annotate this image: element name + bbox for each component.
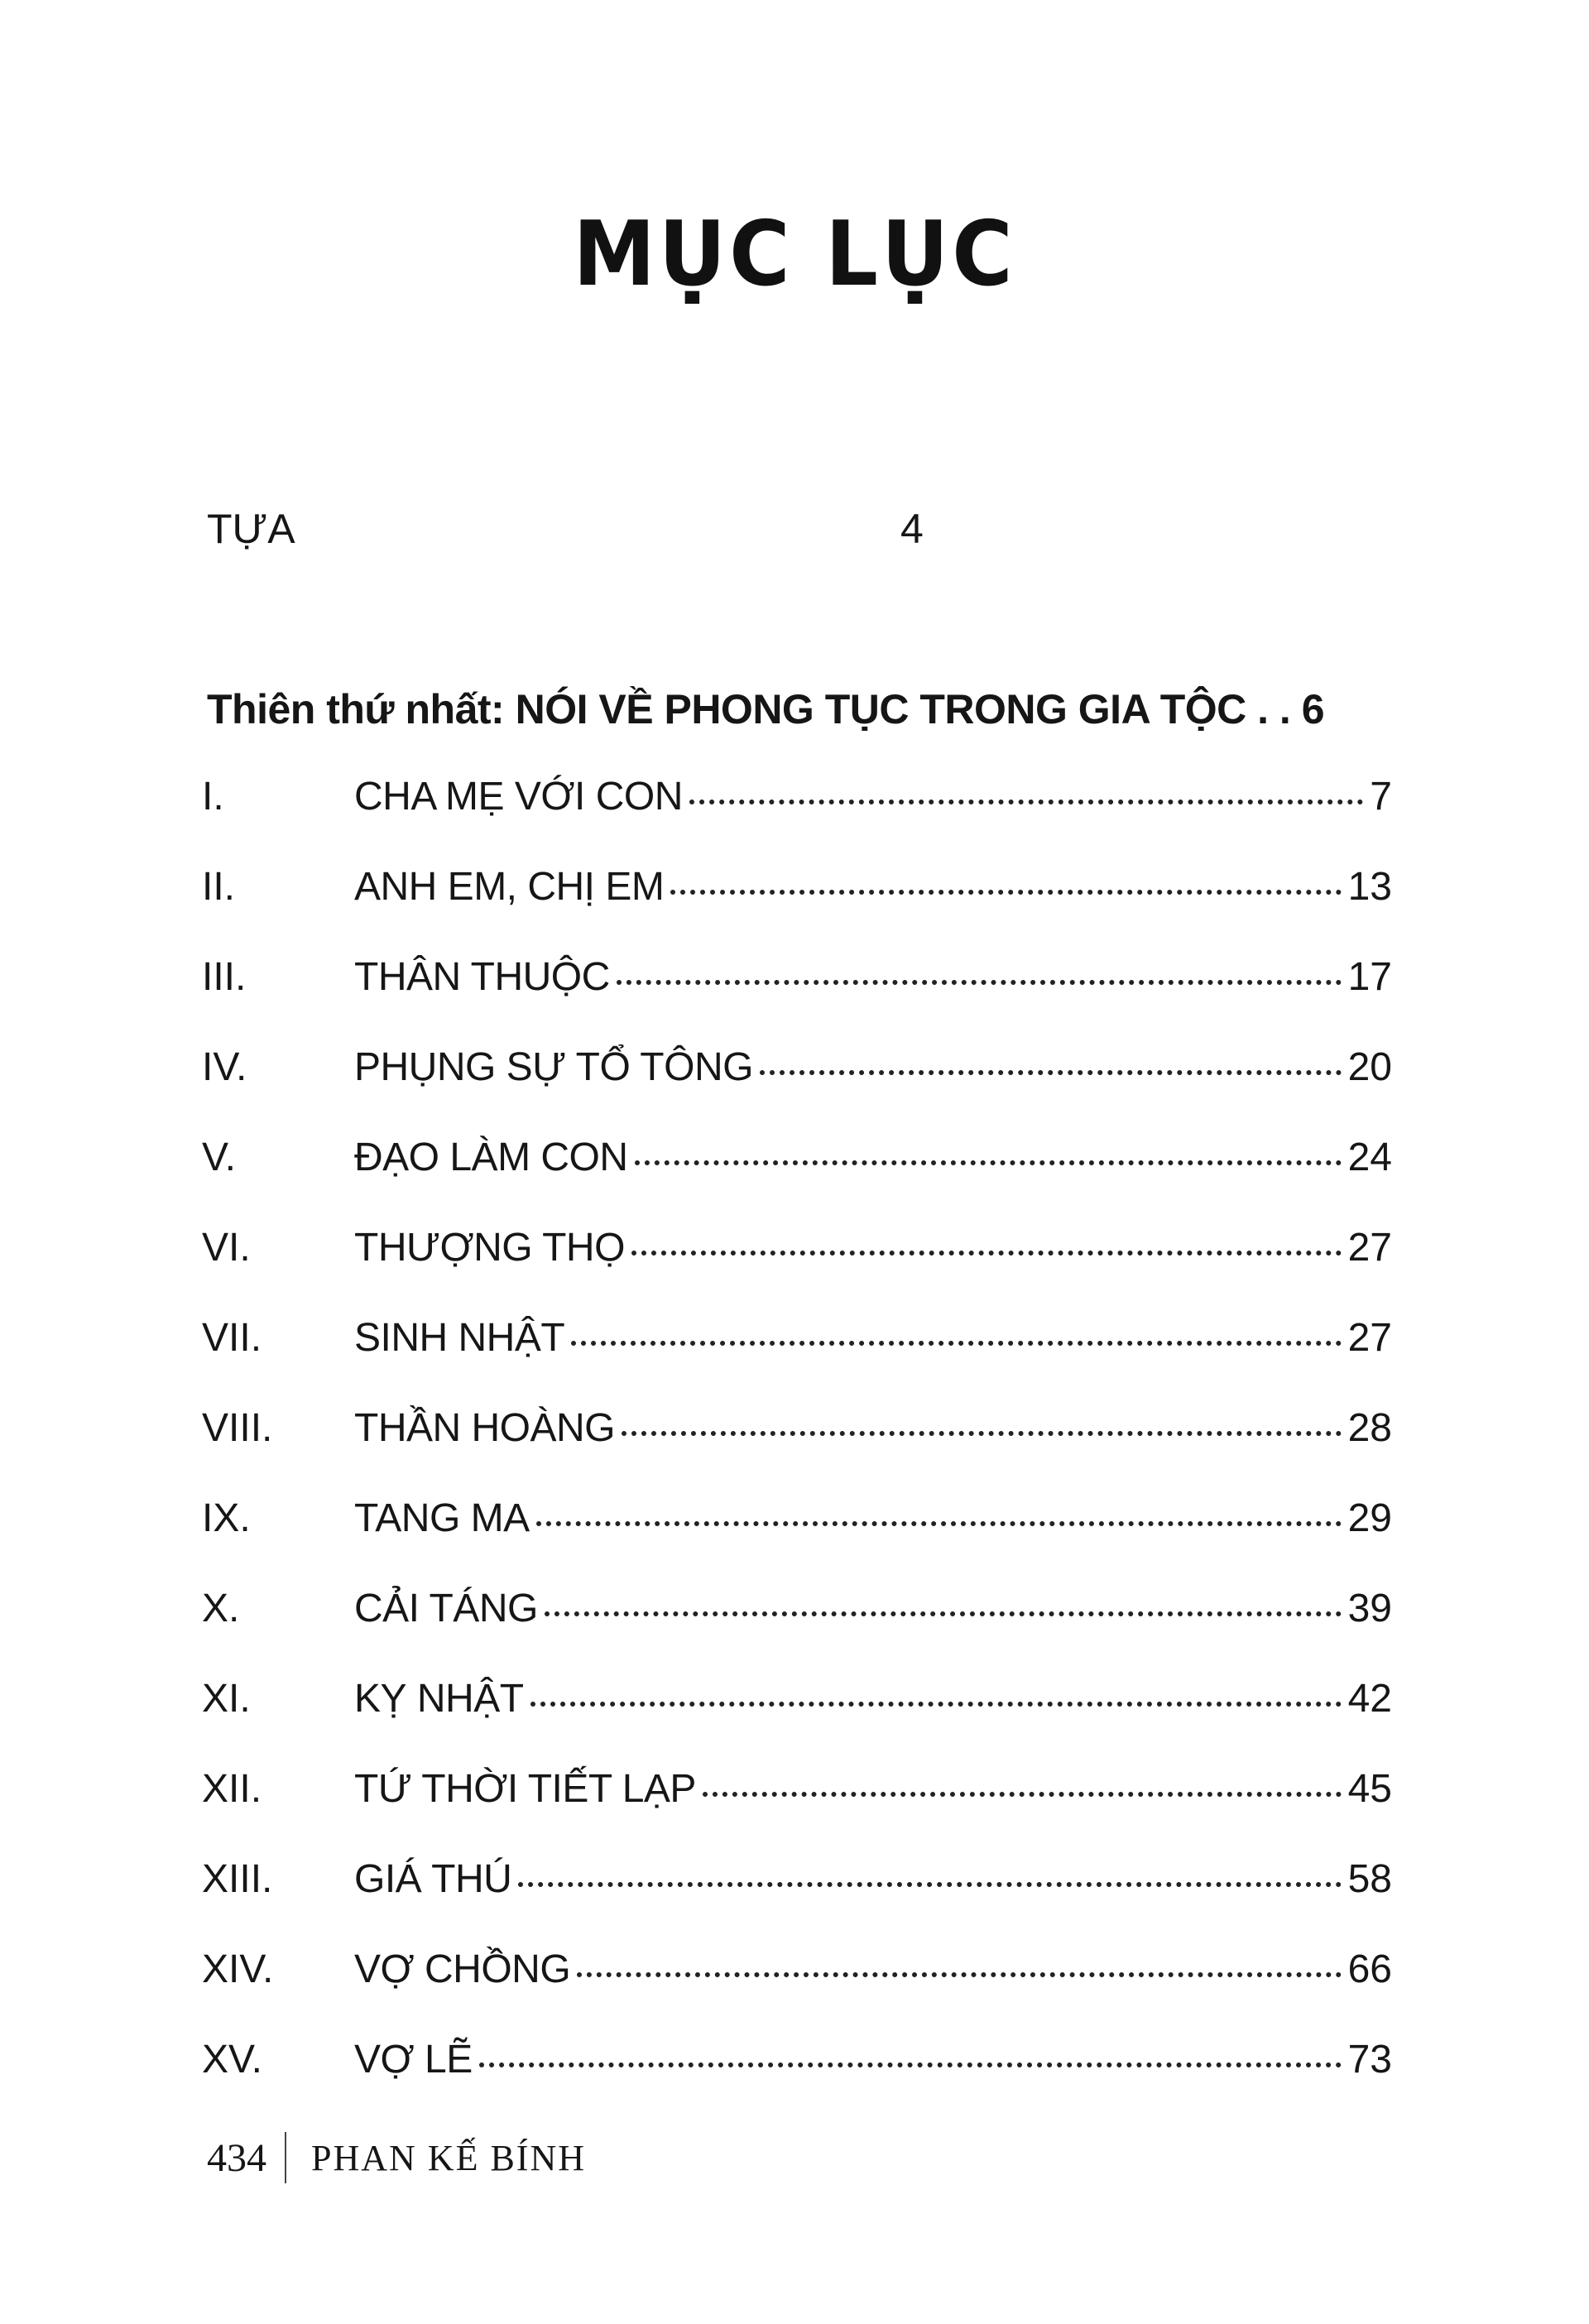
toc-entry-title: KỴ NHẬT — [354, 1677, 524, 1721]
toc-entry-body — [354, 1135, 1392, 1180]
toc-entry-page-number: 27 — [1347, 1316, 1392, 1360]
dot-leader — [545, 1611, 1342, 1616]
preface-page-number: 4 — [900, 506, 924, 552]
toc-entry-body — [354, 1496, 1392, 1541]
toc-entry — [0, 864, 1589, 930]
toc-entry-page-number: 45 — [1347, 1767, 1392, 1811]
toc-entry — [0, 954, 1589, 1020]
toc-entry-title: THÂN THUỘC — [354, 955, 610, 999]
toc-entry-title: ĐẠO LÀM CON — [354, 1136, 628, 1179]
toc-entry-title: THƯỢNG THỌ — [354, 1226, 625, 1270]
toc-entry — [0, 774, 1589, 840]
toc-entry-page-number: 27 — [1347, 1226, 1392, 1270]
footer-author: PHAN KẾ BÍNH — [311, 2137, 586, 2178]
toc-entry-page-number: 66 — [1347, 1947, 1392, 1991]
toc-entry-title: GIÁ THÚ — [354, 1857, 512, 1901]
toc-entry-number: I. — [202, 775, 224, 819]
toc-entry-body — [354, 1586, 1392, 1631]
toc-entry — [0, 1496, 1589, 1562]
toc-entry-title: VỢ CHỒNG — [354, 1947, 571, 1991]
toc-entry — [0, 1315, 1589, 1381]
toc-entry-page-number: 29 — [1347, 1496, 1392, 1540]
footer-page-number: 434 — [207, 2135, 266, 2180]
toc-entry-title: CẢI TÁNG — [354, 1587, 538, 1630]
toc-entry-page-number: 58 — [1347, 1857, 1392, 1901]
toc-entry — [0, 1676, 1589, 1742]
part-heading: Thiên thứ nhất: NÓI VỀ PHONG TỤC TRONG GIA TỘC . . 6 — [207, 686, 1325, 732]
toc-entry-body — [354, 2037, 1392, 2082]
toc-entry-body — [354, 1676, 1392, 1721]
toc-entry-number: XIII. — [202, 1857, 273, 1901]
toc-entry-page-number: 28 — [1347, 1406, 1392, 1450]
toc-entry-body — [354, 864, 1392, 910]
toc-entry-page-number: 7 — [1370, 775, 1392, 819]
toc-entry-number: VIII. — [202, 1406, 273, 1450]
toc-entry-body — [354, 1044, 1392, 1090]
toc-entry-number: V. — [202, 1136, 236, 1179]
toc-entry-body — [354, 1225, 1392, 1270]
dot-leader — [571, 1340, 1341, 1346]
toc-entry-number: XV. — [202, 2038, 262, 2082]
dot-leader — [689, 799, 1363, 804]
page-title: MỤC LỤC — [573, 201, 1016, 306]
toc-entry-number: VI. — [202, 1226, 251, 1270]
dot-leader — [617, 979, 1342, 985]
page-footer — [207, 2129, 586, 2187]
toc-entry-number: II. — [202, 865, 236, 909]
dot-leader — [622, 1430, 1342, 1436]
toc-entry-title: TANG MA — [354, 1496, 530, 1540]
preface-label: TỰA — [207, 506, 295, 552]
toc-entry-title: CHA MẸ VỚI CON — [354, 775, 683, 819]
toc-entry — [0, 1044, 1589, 1111]
dot-leader — [577, 1971, 1341, 1977]
toc-entry-page-number: 39 — [1347, 1587, 1392, 1630]
toc-entry — [0, 1766, 1589, 1832]
toc-entry-number: X. — [202, 1587, 240, 1630]
toc-entry-body — [354, 774, 1392, 819]
toc-entry — [0, 1856, 1589, 1923]
toc-entry-number: IV. — [202, 1045, 247, 1089]
toc-entry-body — [354, 1766, 1392, 1812]
footer-divider — [285, 2132, 286, 2183]
toc-entry — [0, 1405, 1589, 1472]
toc-entry — [0, 1225, 1589, 1291]
toc-entry-number: VII. — [202, 1316, 262, 1360]
dot-leader — [530, 1701, 1342, 1707]
toc-entry-page-number: 17 — [1347, 955, 1392, 999]
dot-leader — [760, 1069, 1342, 1075]
toc-entry — [0, 1947, 1589, 2013]
toc-entry-page-number: 20 — [1347, 1045, 1392, 1089]
toc-entry-number: XIV. — [202, 1947, 274, 1991]
toc-preface-row — [0, 505, 1589, 571]
toc-entry-body — [354, 1315, 1392, 1361]
toc-entry-body — [354, 954, 1392, 1000]
toc-entry-body — [354, 1856, 1392, 1902]
toc-entry-body — [354, 1405, 1392, 1451]
dot-leader — [479, 2062, 1342, 2067]
toc-entry-page-number: 24 — [1347, 1136, 1392, 1179]
toc-entry-page-number: 42 — [1347, 1677, 1392, 1721]
dot-leader — [631, 1250, 1342, 1256]
toc-entry-title: SINH NHẬT — [354, 1316, 565, 1360]
dot-leader — [536, 1520, 1342, 1526]
toc-entry-number: III. — [202, 955, 247, 999]
dot-leader — [518, 1881, 1341, 1887]
toc-entry-number: XI. — [202, 1677, 251, 1721]
toc-entry-number: IX. — [202, 1496, 251, 1540]
dot-leader — [670, 889, 1341, 895]
toc-entry — [0, 2037, 1589, 2103]
toc-entry — [0, 1586, 1589, 1652]
dot-leader — [635, 1160, 1342, 1165]
toc-entry-title: VỢ LẼ — [354, 2038, 473, 2082]
toc-entry-number: XII. — [202, 1767, 262, 1811]
toc-entry-title: PHỤNG SỰ TỔ TÔNG — [354, 1045, 753, 1089]
toc-entry — [0, 1135, 1589, 1201]
toc-entry-title: THẦN HOÀNG — [354, 1406, 616, 1450]
toc-entry-title: ANH EM, CHỊ EM — [354, 865, 665, 909]
dot-leader — [703, 1791, 1342, 1797]
toc-entry-page-number: 13 — [1347, 865, 1392, 909]
toc-entry-body — [354, 1947, 1392, 1992]
toc-entry-page-number: 73 — [1347, 2038, 1392, 2082]
toc-entry-title: TỨ THỜI TIẾT LẠP — [354, 1767, 696, 1811]
